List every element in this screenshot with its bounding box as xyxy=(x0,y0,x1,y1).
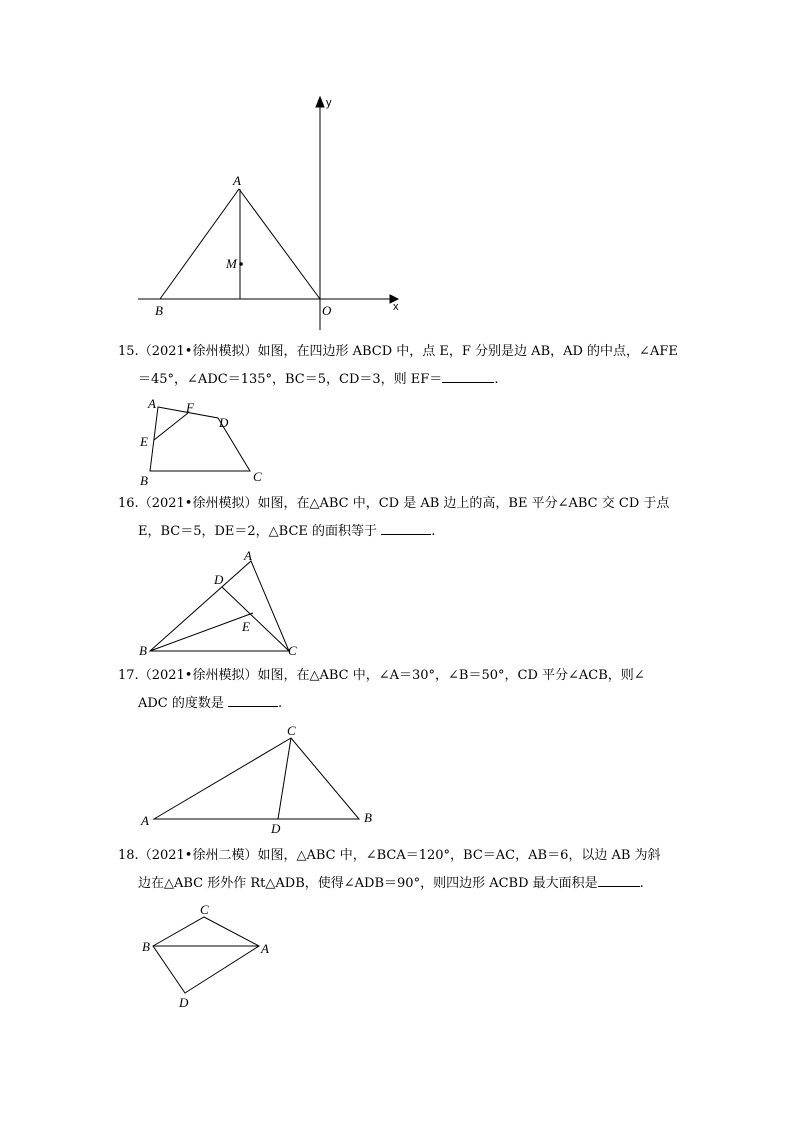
period: . xyxy=(431,524,436,539)
problem-text-line2: ＝45°，∠ADC＝135°，BC＝5，CD＝3，则 EF＝ xyxy=(138,372,443,387)
problem-number: 18. xyxy=(118,848,139,863)
answer-blank[interactable] xyxy=(381,520,431,535)
problem-source: （2021•徐州模拟） xyxy=(138,344,258,359)
label-O: O xyxy=(322,303,332,318)
problem-text-line2: E，BC＝5，DE＝2，△BCE 的面积等于 xyxy=(138,524,382,539)
label-M: M xyxy=(226,256,237,271)
problem-17 xyxy=(118,662,678,718)
problem-text-line2: ADC 的度数是 xyxy=(138,696,229,711)
answer-blank[interactable] xyxy=(598,872,640,887)
period: . xyxy=(639,876,644,891)
problem-text-line1: 如图，在△ABC 中，∠A＝30°，∠B＝50°，CD 平分∠ACB，则∠ xyxy=(257,668,645,683)
label-F: F xyxy=(186,400,194,415)
label-C: C xyxy=(200,902,209,917)
answer-blank[interactable] xyxy=(442,368,494,383)
period: . xyxy=(278,696,283,711)
label-A: A xyxy=(233,173,241,188)
segment-AO xyxy=(239,189,320,299)
problem-text-line1: 如图，△ABC 中，∠BCA＝120°，BC＝AC，AB＝6，以边 AB 为斜 xyxy=(257,848,661,863)
label-D: D xyxy=(214,572,224,587)
problem-18 xyxy=(118,842,678,898)
problem-number: 15. xyxy=(118,344,139,359)
label-A: A xyxy=(148,396,156,411)
problem-15 xyxy=(118,338,678,394)
period: . xyxy=(494,372,499,387)
label-B: B xyxy=(155,303,163,318)
problem-number: 16. xyxy=(118,496,139,511)
problem-text-line1: 如图，在四边形 ABCD 中，点 E，F 分别是边 AB，AD 的中点，∠AFE xyxy=(257,344,678,359)
problem-16 xyxy=(118,490,678,546)
segment-AB xyxy=(160,189,239,299)
y-axis-label: y xyxy=(326,97,332,109)
label-D: D xyxy=(179,995,189,1010)
label-B: B xyxy=(140,473,148,488)
label-A: A xyxy=(261,941,269,956)
problem-text-line2: 边在△ABC 形外作 Rt△ADB，使得∠ADB＝90°，则四边形 ACBD 最大面积是 xyxy=(138,876,598,891)
problem-source: （2021•徐州模拟） xyxy=(138,668,258,683)
label-E: E xyxy=(242,619,250,634)
label-D: D xyxy=(219,415,229,430)
label-A: A xyxy=(244,548,252,563)
label-C: C xyxy=(288,643,297,658)
x-axis-label: x xyxy=(393,301,399,313)
label-B: B xyxy=(139,643,147,658)
problem-source: （2021•徐州二模） xyxy=(138,848,258,863)
problem-source: （2021•徐州模拟） xyxy=(138,496,258,511)
label-E: E xyxy=(140,434,148,449)
point-M xyxy=(239,262,243,266)
label-B: B xyxy=(364,810,372,825)
answer-blank[interactable] xyxy=(228,692,278,707)
label-B: B xyxy=(142,939,150,954)
label-C: C xyxy=(253,469,262,484)
label-A: A xyxy=(141,813,149,828)
y-axis-arrow xyxy=(316,97,324,107)
problem-text-line1: 如图，在△ABC 中，CD 是 AB 边上的高，BE 平分∠ABC 交 CD 于点 xyxy=(257,496,670,511)
label-C: C xyxy=(287,723,296,738)
problem-number: 17. xyxy=(118,668,139,683)
label-D: D xyxy=(271,821,281,836)
